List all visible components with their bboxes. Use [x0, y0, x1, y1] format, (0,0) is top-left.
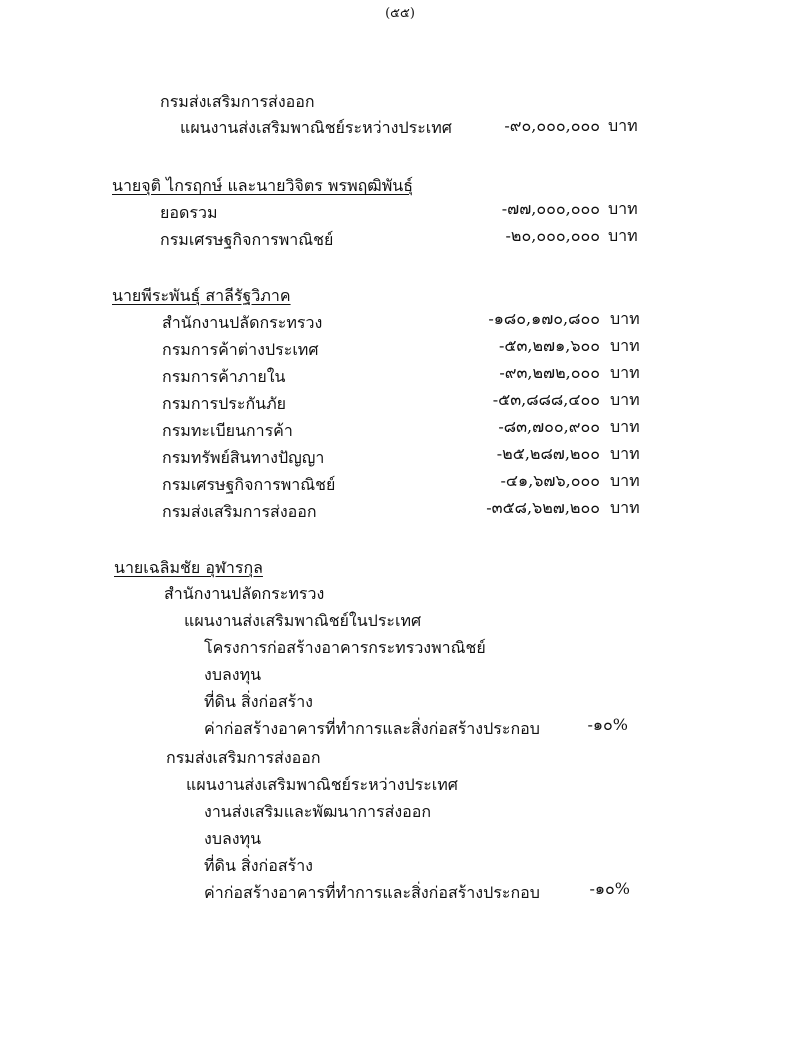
- row-label: กรมการค้าต่างประเทศ: [162, 340, 319, 359]
- row-amount: -๕๓,๒๗๑,๖๐๐: [498, 336, 600, 355]
- row-unit: บาท: [610, 336, 640, 355]
- row-amount: -๓๕๘,๖๒๗,๒๐๐: [486, 498, 600, 517]
- plan-international-trade: แผนงานส่งเสริมพาณิชย์ระหว่างประเทศ: [186, 775, 458, 794]
- row-unit: บาท: [608, 199, 638, 218]
- row-unit: บาท: [610, 498, 640, 517]
- row-amount: -๒๕,๒๘๗,๒๐๐: [496, 444, 600, 463]
- row-amount: -๕๓,๘๘๘,๔๐๐: [492, 390, 600, 409]
- member-name: นายเฉลิมชัย อุฬารกุล: [114, 558, 263, 577]
- row-unit: บาท: [608, 226, 638, 245]
- plan-domestic-trade: แผนงานส่งเสริมพาณิชย์ในประเทศ: [184, 611, 422, 630]
- row-amount: -๘๓,๗๐๐,๙๐๐: [498, 417, 600, 436]
- row-label: กรมส่งเสริมการส่งออก: [162, 502, 317, 521]
- row-amount: -๑๘๐,๑๗๐,๘๐๐: [488, 309, 600, 328]
- budget-investment: งบลงทุน: [204, 665, 262, 684]
- plan-amount: -๙๐,๐๐๐,๐๐๐: [504, 116, 600, 135]
- row-label: กรมการค้าภายใน: [162, 367, 286, 386]
- office-permanent-secretary: สำนักงานปลัดกระทรวง: [164, 584, 325, 603]
- dept-export-promotion: กรมส่งเสริมการส่งออก: [166, 748, 321, 767]
- row-label: สำนักงานปลัดกระทรวง: [162, 313, 323, 332]
- plan-international-trade: แผนงานส่งเสริมพาณิชย์ระหว่างประเทศ: [180, 118, 452, 137]
- cost-construction: ค่าก่อสร้างอาคารที่ทำการและสิ่งก่อสร้างประกอบ: [204, 719, 540, 738]
- work-export-development: งานส่งเสริมและพัฒนาการส่งออก: [204, 802, 432, 821]
- member-name: นายพีระพันธุ์ สาลีรัฐวิภาค: [112, 286, 291, 305]
- cost-construction: ค่าก่อสร้างอาคารที่ทำการและสิ่งก่อสร้างประกอบ: [204, 883, 540, 902]
- row-label: กรมการประกันภัย: [162, 394, 286, 413]
- percent-cut: -๑๐%: [589, 879, 630, 898]
- row-amount: -๔๑,๖๗๖,๐๐๐: [500, 471, 600, 490]
- member-name: นายจุติ ไกรฤกษ์ และนายวิจิตร พรพฤฒิพันธุ์: [112, 176, 413, 195]
- land-buildings: ที่ดิน สิ่งก่อสร้าง: [204, 856, 313, 875]
- row-label: กรมทรัพย์สินทางปัญญา: [162, 448, 325, 467]
- row-unit: บาท: [610, 363, 640, 382]
- row-label: กรมเศรษฐกิจการพาณิชย์: [162, 475, 336, 494]
- page-number: (๕๕): [385, 6, 415, 21]
- row-label: ยอดรวม: [160, 203, 218, 222]
- dept-export-promotion: กรมส่งเสริมการส่งออก: [160, 92, 315, 111]
- row-unit: บาท: [610, 390, 640, 409]
- row-label: กรมทะเบียนการค้า: [162, 421, 293, 440]
- row-unit: บาท: [610, 309, 640, 328]
- row-amount: -๒๐,๐๐๐,๐๐๐: [505, 226, 600, 245]
- row-unit: บาท: [610, 417, 640, 436]
- row-amount: -๙๓,๒๗๒,๐๐๐: [499, 363, 600, 382]
- project-building: โครงการก่อสร้างอาคารกระทรวงพาณิชย์: [204, 638, 486, 657]
- row-label: กรมเศรษฐกิจการพาณิชย์: [160, 230, 334, 249]
- percent-cut: -๑๐%: [587, 715, 628, 734]
- land-buildings: ที่ดิน สิ่งก่อสร้าง: [204, 692, 313, 711]
- row-unit: บาท: [610, 471, 640, 490]
- unit-label: บาท: [608, 116, 638, 135]
- row-unit: บาท: [610, 444, 640, 463]
- budget-investment: งบลงทุน: [204, 829, 262, 848]
- row-amount: -๗๗,๐๐๐,๐๐๐: [501, 199, 600, 218]
